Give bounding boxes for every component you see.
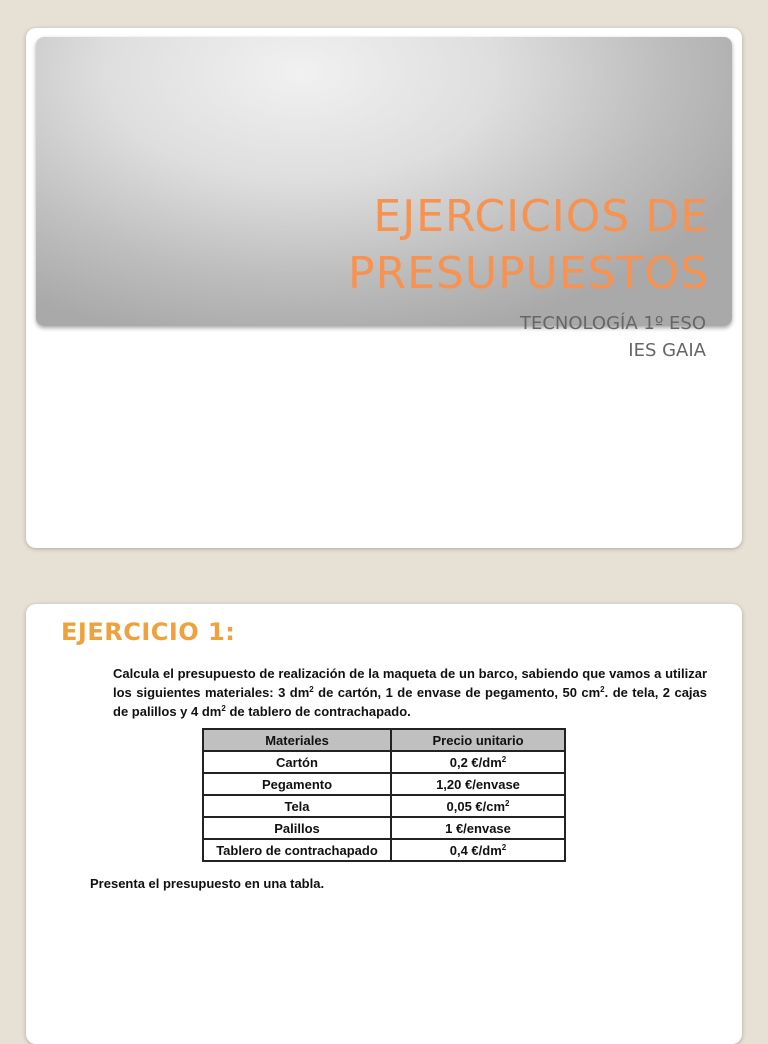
exercise-statement	[113, 664, 707, 721]
price-cell	[391, 839, 565, 861]
statement-sup-3: 2	[221, 704, 226, 713]
exercise-instruction: Presenta el presupuesto en una tabla.	[90, 876, 325, 891]
table-row	[203, 773, 565, 795]
material-cell: Palillos	[203, 817, 391, 839]
exercise-heading: EJERCICIO 1:	[61, 618, 236, 646]
price-cell	[391, 751, 565, 773]
exercise-slide	[26, 604, 742, 1044]
subtitle-line-1: TECNOLOGÍA 1º ESO	[519, 313, 706, 334]
materials-table-wrapper	[202, 728, 566, 862]
title-line-2: PRESUPUESTOS	[348, 248, 709, 299]
price-text: 0,05 €/cm	[446, 798, 506, 814]
statement-part-1: Calcula el presupuesto de realización de la maqueta de un barco, sabiendo que vamos a utilizar los siguientes materiales: 3 dm	[113, 666, 707, 700]
material-cell: Tela	[203, 795, 391, 817]
price-text: 1 €/envase	[445, 820, 511, 836]
statement-part-4: de tablero de contrachapado.	[225, 704, 411, 719]
statement-part-3: . de tela, 2 cajas de palillos y 4 dm	[113, 685, 707, 719]
table-row	[203, 751, 565, 773]
table-row	[203, 795, 565, 817]
price-sup: 2	[501, 842, 507, 852]
price-cell	[391, 817, 565, 839]
price-text: 0,2 €/dm	[449, 754, 502, 770]
subtitle-line-2: IES GAIA	[628, 340, 706, 361]
header-precio-unitario: Precio unitario	[391, 729, 565, 751]
table-row	[203, 817, 565, 839]
price-sup: 2	[501, 754, 507, 764]
price-cell	[391, 795, 565, 817]
price-sup: 2	[505, 798, 510, 808]
table-header-row	[203, 729, 565, 751]
materials-table	[202, 728, 566, 862]
title-slide	[26, 28, 742, 548]
statement-sup-2: 2	[600, 685, 605, 694]
title-line-1: EJERCICIOS DE	[373, 191, 709, 242]
table-row	[203, 839, 565, 861]
presentation-subtitle	[520, 310, 706, 364]
header-materiales: Materiales	[203, 729, 391, 751]
statement-sup-1: 2	[309, 685, 314, 694]
price-text: 1,20 €/envase	[436, 776, 520, 792]
statement-part-2: de cartón, 1 de envase de pegamento, 50 cm	[313, 685, 601, 700]
material-cell: Tablero de contrachapado	[203, 839, 391, 861]
presentation-title	[348, 188, 709, 302]
material-cell: Cartón	[203, 751, 391, 773]
price-cell	[391, 773, 565, 795]
material-cell: Pegamento	[203, 773, 391, 795]
price-text: 0,4 €/dm	[449, 842, 502, 858]
